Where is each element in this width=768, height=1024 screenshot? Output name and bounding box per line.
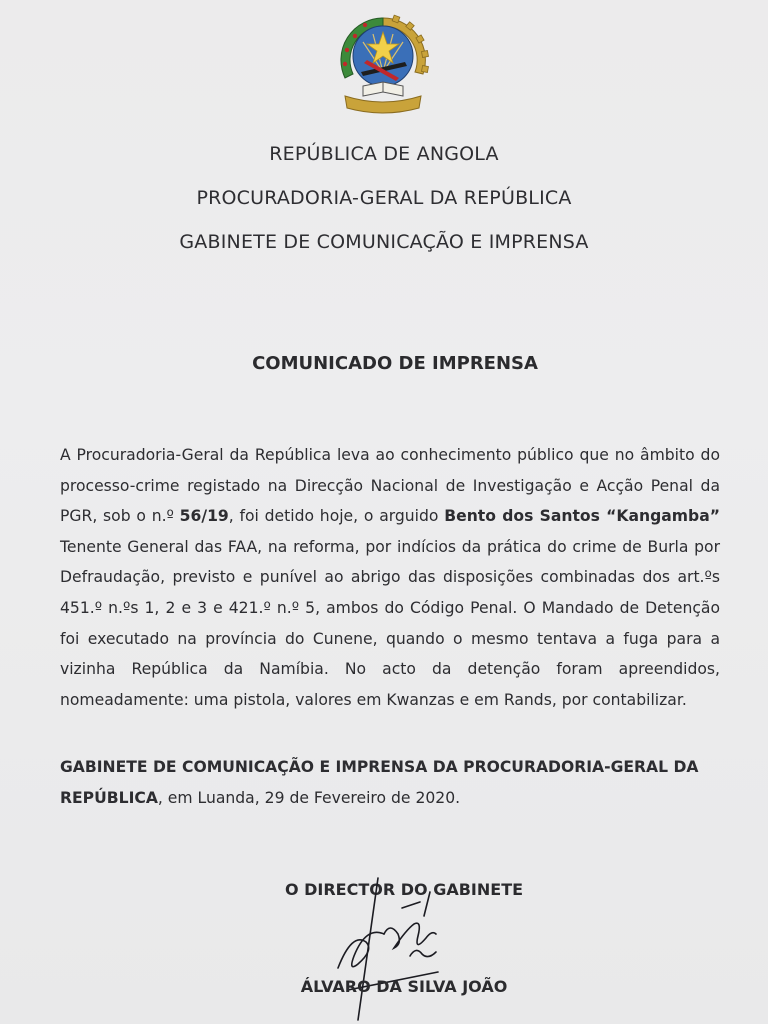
body-part-3: Tenente General das FAA, na reforma, por indícios da prática do crime de Burla por Defraudação, previsto e punível ao abrigo das disposições combinadas dos art.ºs 451.º n.ºs 1, 2 e 3 e 421.º n.º 5, ambos do Código Penal. O Mandado de Detenção foi executado na província do Cunene, quando o mesmo tentava a fuga para a vizinha República da Namíbia. No acto da detenção foram apreendidos, nomeadamente: uma pistola, valores em Kwanzas e em Rands, por contabilizar. [60,537,720,709]
case-number: 56/19 [179,507,229,526]
body-part-2: , foi detido hoje, o arguido [228,507,445,526]
signatory-title: O DIRECTOR DO GABINETE [284,880,524,899]
handwritten-signature [318,872,458,1022]
signatory-name: ÁLVARO DA SILVA JOÃO [300,977,508,996]
header-republic: REPÚBLICA DE ANGOLA [269,143,499,165]
coat-of-arms-emblem [333,12,433,120]
accused-name: Bento dos Santos “Kangamba” [444,507,720,526]
body-part-1: A Procuradoria-Geral da República leva ao conhecimento público que no âmbito do processo-crime registado na Direcção Nacional de Investigação e Acção Penal da PGR, sob o n.º [60,446,720,526]
issuer-name: GABINETE DE COMUNICAÇÃO E IMPRENSA DA PROCURADORIA-GERAL DA REPÚBLICA [60,758,699,807]
place-date: , em Luanda, 29 de Fevereiro de 2020. [157,789,461,807]
document-title: COMUNICADO DE IMPRENSA [252,353,538,374]
header-procuradoria: PROCURADORIA-GERAL DA REPÚBLICA [196,187,572,209]
closing-paragraph [60,752,720,814]
press-release-body [60,440,720,715]
header-gabinete: GABINETE DE COMUNICAÇÃO E IMPRENSA [179,231,589,253]
